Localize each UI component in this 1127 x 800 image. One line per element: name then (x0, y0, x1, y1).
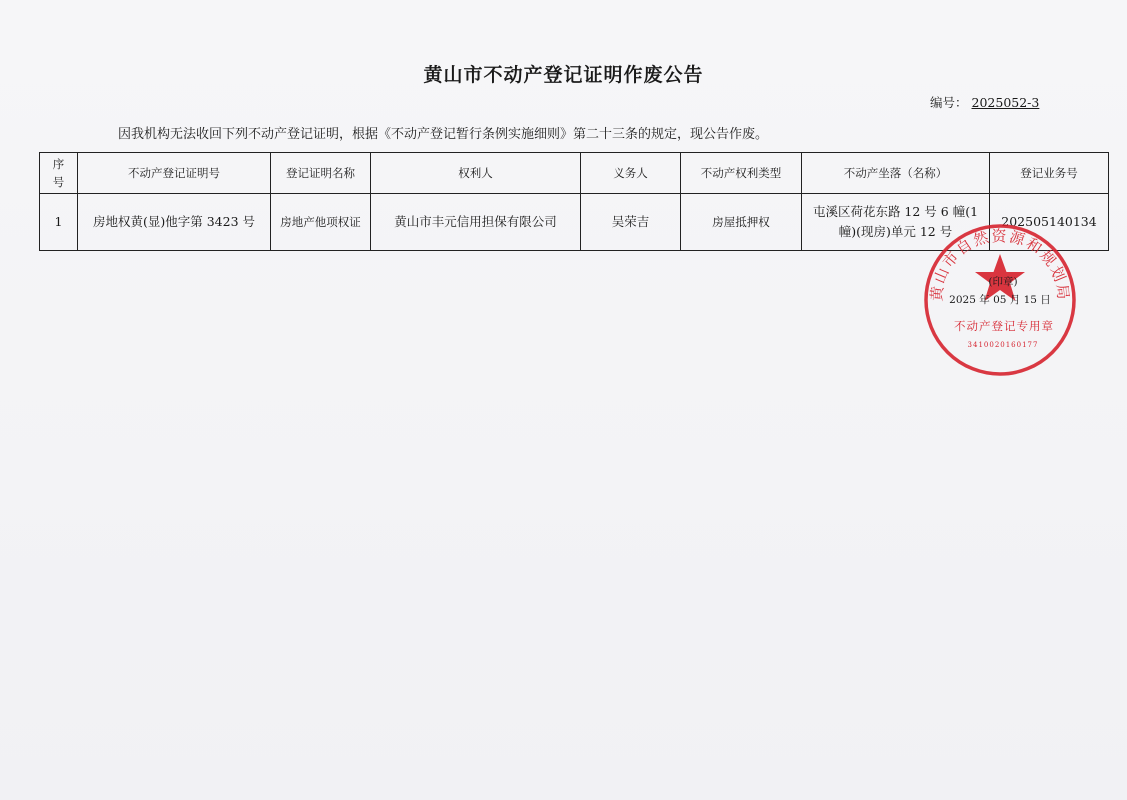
cell-obligor: 吴荣吉 (581, 194, 681, 251)
cell-location-line2: 幢)(现房)单元 12 号 (838, 224, 953, 239)
seal-date: 2025 年 05 月 15 日 (949, 294, 1051, 306)
document-number-label: 编号： (930, 95, 968, 110)
seal-ring-text: 黄山市自然资源和规划局 (927, 226, 1073, 303)
cell-cert-no: 房地权黄(显)他字第 3423 号 (78, 194, 271, 251)
seal-code: 3410020160177 (967, 341, 1039, 349)
header-seq-top: 序 (52, 157, 65, 171)
header-obligor: 义务人 (581, 153, 681, 194)
cell-right-type: 房屋抵押权 (681, 194, 802, 251)
document-title: 黄山市不动产登记证明作废公告 (423, 64, 704, 86)
document-number (930, 93, 1039, 111)
header-seq-bottom: 号 (52, 175, 65, 189)
seal-label: (印章) (988, 276, 1018, 288)
cell-location-line1: 屯溪区荷花东路 12 号 6 幢(1 (812, 204, 979, 219)
seal-bottom-text: 不动产登记专用章 (954, 319, 1054, 333)
document-number-value: 2025052-3 (971, 95, 1040, 110)
intro-paragraph: 因我机构无法收回下列不动产登记证明，根据《不动产登记暂行条例实施细则》第二十三条的规定，现公告作废。 (118, 127, 769, 142)
header-right-type: 不动产权利类型 (681, 153, 802, 194)
table-header-row (40, 153, 1109, 194)
cell-business-no: 202505140134 (990, 194, 1109, 251)
cell-cert-name: 房地产他项权证 (271, 194, 371, 251)
header-cert-no: 不动产登记证明号 (78, 153, 271, 194)
cell-seq: 1 (40, 194, 78, 251)
header-business-no: 登记业务号 (990, 153, 1109, 194)
cell-right-holder: 黄山市丰元信用担保有限公司 (371, 194, 581, 251)
header-seq (40, 153, 78, 194)
header-location: 不动产坐落（名称） (802, 153, 990, 194)
header-right-holder: 权利人 (371, 153, 581, 194)
header-cert-name: 登记证明名称 (271, 153, 371, 194)
